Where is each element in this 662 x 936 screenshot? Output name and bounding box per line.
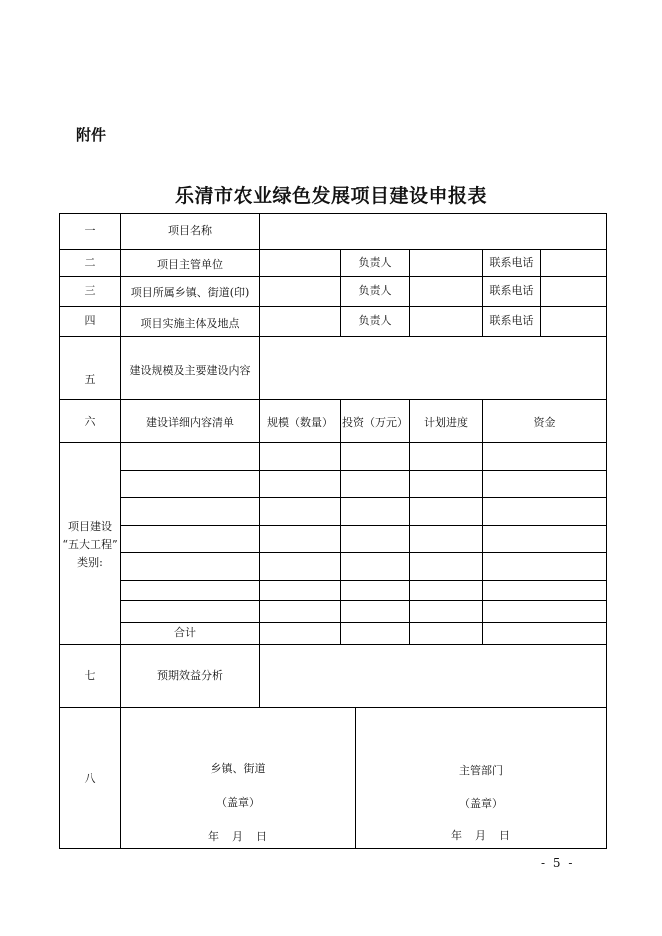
table-rule <box>121 497 607 498</box>
owner-label: 负责人 <box>358 314 392 327</box>
row-index: 二 <box>84 256 96 269</box>
row-index: 七 <box>84 669 96 682</box>
table-rule <box>59 306 607 307</box>
table-rule <box>121 470 607 471</box>
implementer-location-label: 项目实施主体及地点 <box>140 317 240 330</box>
supervising-unit-field[interactable] <box>260 252 340 274</box>
implementer-location-field[interactable] <box>260 310 340 334</box>
category-label-line1: 项目建设 <box>68 520 112 533</box>
project-name-label: 项目名称 <box>168 224 212 237</box>
column-header-schedule: 计划进度 <box>424 416 468 429</box>
form-title: 乐清市农业绿色发展项目建设申报表 <box>174 185 487 207</box>
phone-label: 联系电话 <box>489 314 534 327</box>
phone-label: 联系电话 <box>489 256 534 269</box>
town-street-seal: （盖章） <box>216 796 260 809</box>
owner-label: 负责人 <box>358 256 392 269</box>
attachment-label: 附件 <box>76 126 107 144</box>
owner-field[interactable] <box>410 280 482 304</box>
benefit-analysis-label: 预期效益分析 <box>157 669 223 682</box>
construction-scope-label: 建设规模及主要建设内容 <box>129 364 251 377</box>
table-rule <box>59 848 607 849</box>
table-rule <box>259 399 260 644</box>
column-header-scale: 规模（数量） <box>267 416 333 429</box>
row-index: 三 <box>84 284 96 297</box>
row-index: 六 <box>84 415 96 428</box>
construction-scope-field[interactable] <box>260 340 606 396</box>
table-rule <box>59 442 607 443</box>
table-rule <box>340 399 341 644</box>
table-rule <box>120 213 121 849</box>
table-rule <box>482 399 483 644</box>
table-rule <box>121 580 607 581</box>
owner-label: 负责人 <box>358 284 392 297</box>
row-index: 四 <box>84 314 96 327</box>
town-street-label: 项目所属乡镇、街道(印) <box>130 286 250 299</box>
table-rule <box>121 525 607 526</box>
table-rule <box>121 600 607 601</box>
phone-label: 联系电话 <box>489 284 534 297</box>
category-label-line3: 类别: <box>77 556 103 569</box>
column-header-funds: 资金 <box>533 416 556 429</box>
benefit-analysis-field[interactable] <box>260 647 606 705</box>
owner-field[interactable] <box>410 252 482 274</box>
table-rule <box>59 707 607 708</box>
town-street-date: 年 月 日 <box>208 830 268 843</box>
table-rule <box>59 276 607 277</box>
table-rule <box>59 644 607 645</box>
row-index: 一 <box>84 224 96 237</box>
column-header-detail-list: 建设详细内容清单 <box>146 416 234 429</box>
total-label: 合计 <box>174 626 196 639</box>
phone-field[interactable] <box>541 280 606 304</box>
phone-field[interactable] <box>541 310 606 334</box>
table-rule <box>59 336 607 337</box>
table-rule <box>606 213 607 849</box>
row-index: 八 <box>84 772 96 785</box>
table-rule <box>121 622 607 623</box>
owner-field[interactable] <box>410 310 482 334</box>
phone-field[interactable] <box>541 252 606 274</box>
table-rule <box>409 399 410 644</box>
department-seal-unit: 主管部门 <box>459 764 503 777</box>
supervising-unit-label: 项目主管单位 <box>157 258 223 271</box>
table-rule <box>259 213 260 249</box>
category-label-line2: “五大工程” <box>62 538 118 551</box>
department-date: 年 月 日 <box>451 829 511 842</box>
town-street-field[interactable] <box>260 280 340 304</box>
table-rule <box>121 552 607 553</box>
table-rule <box>59 249 607 250</box>
row-index: 五 <box>84 373 96 386</box>
table-rule <box>59 213 607 214</box>
town-street-seal-unit: 乡镇、街道 <box>210 762 266 775</box>
column-header-investment: 投资（万元） <box>342 416 408 429</box>
page-number: - 5 - <box>541 856 575 870</box>
department-seal: （盖章） <box>459 797 503 810</box>
table-rule <box>59 399 607 400</box>
